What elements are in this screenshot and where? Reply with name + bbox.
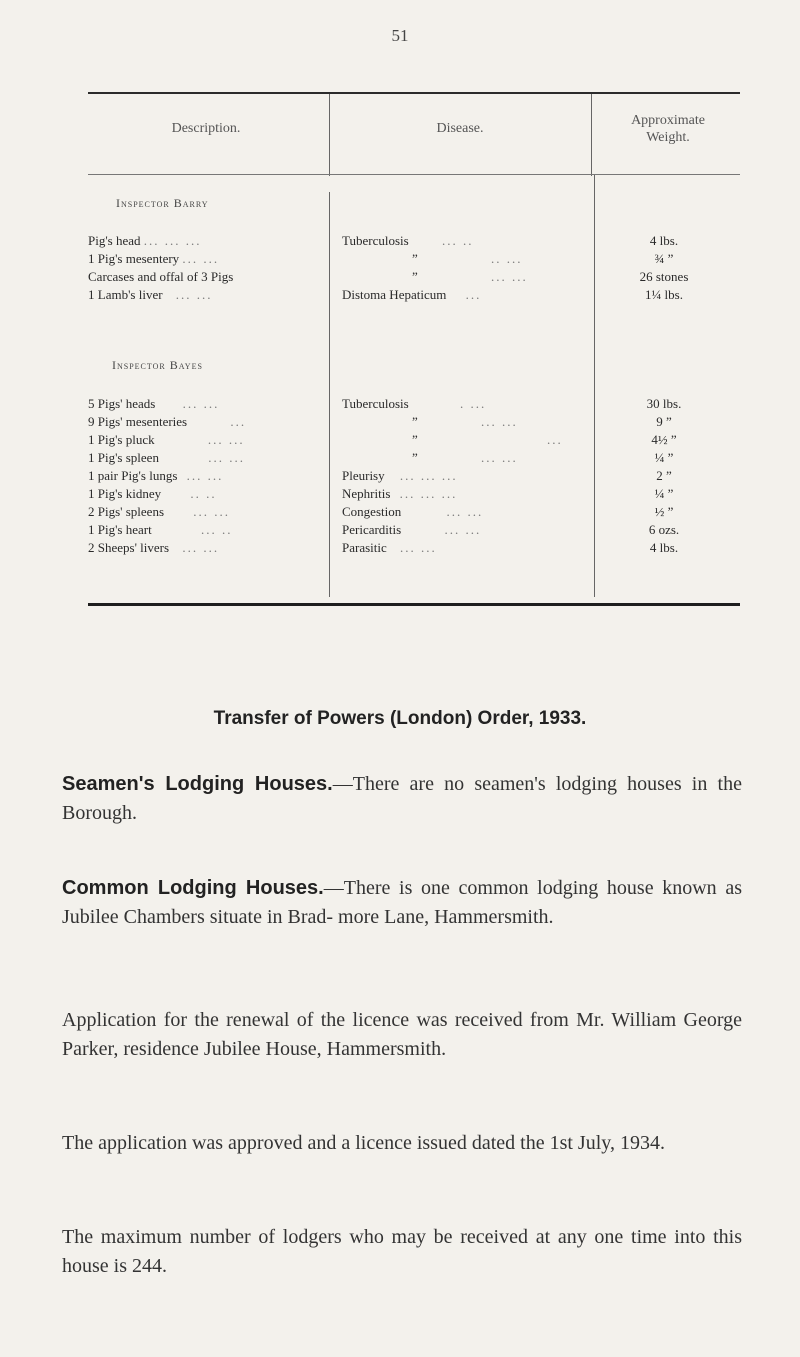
table-row: [88, 539, 740, 556]
table-row: [88, 467, 740, 484]
row-description: 2 Sheeps' livers ... ...: [88, 540, 220, 555]
row-weight: ¾ ”: [654, 251, 674, 266]
row-weight: 26 stones: [639, 269, 689, 284]
paragraph-maximum-lodgers: [62, 1223, 742, 1281]
table-row: [88, 449, 740, 466]
header-weight: [596, 112, 740, 146]
table-row: [88, 395, 740, 412]
row-disease: Tuberculosis ... ..: [342, 233, 474, 248]
row-disease: ” ...: [412, 432, 563, 447]
paragraph-lead: Common Lodging Houses.: [62, 877, 324, 899]
section-title: Inspector Bayes: [112, 358, 203, 372]
table-top-rule: [88, 92, 740, 94]
header-disease: Disease.: [436, 121, 484, 136]
row-disease: ” .. ...: [412, 251, 523, 266]
row-disease: Pericarditis ... ...: [342, 522, 482, 537]
table-row: [88, 521, 740, 538]
row-weight: ¼ ”: [654, 486, 674, 501]
table-bottom-rule: [88, 603, 740, 606]
row-weight: ¼ ”: [654, 450, 674, 465]
table-row: [88, 232, 740, 249]
row-disease: Pleurisy ... ... ...: [342, 468, 458, 483]
row-weight: 30 lbs.: [646, 396, 682, 411]
header-weight-line1: Approximate: [631, 113, 705, 128]
paragraph-text: —There are no seamen's lodging houses in the Borough.: [62, 773, 742, 824]
row-disease: Nephritis ... ... ...: [342, 486, 458, 501]
row-description: 1 Pig's pluck ... ...: [88, 432, 245, 447]
row-weight: 1¼ lbs.: [645, 287, 683, 302]
row-description: 1 Pig's spleen ... ...: [88, 450, 245, 465]
row-description: 1 Lamb's liver ... ...: [88, 287, 213, 302]
row-description: Pig's head ... ... ...: [88, 233, 202, 248]
row-description: 1 Pig's kidney .. ..: [88, 486, 217, 501]
table-row: [88, 286, 740, 303]
row-disease: Distoma Hepaticum ...: [342, 287, 482, 302]
paragraph-common-lodging: [62, 874, 742, 932]
paragraph-lead: Seamen's Lodging Houses.: [62, 773, 333, 795]
row-disease: Congestion ... ...: [342, 504, 484, 519]
paragraph-seamens-lodging: [62, 770, 742, 828]
header-weight-line2: Weight.: [646, 130, 690, 145]
row-weight: 4 lbs.: [649, 540, 679, 555]
row-description: 1 Pig's mesentery ... ...: [88, 251, 220, 266]
table-row: [88, 485, 740, 502]
column-divider: [329, 94, 330, 176]
row-disease: ” ... ...: [412, 414, 518, 429]
table-row: [88, 268, 740, 285]
header-rule: [88, 174, 740, 175]
paragraph-text: The application was approved and a licence issued dated the 1st July, 1934.: [62, 1132, 665, 1154]
row-description: 2 Pigs' spleens ... ...: [88, 504, 231, 519]
table-row: [88, 413, 740, 430]
section-title: Inspector Barry: [116, 196, 209, 210]
row-weight: 4½ ”: [651, 432, 677, 447]
row-weight: 4 lbs.: [649, 233, 679, 248]
row-weight: 6 ozs.: [648, 522, 680, 537]
row-weight: ½ ”: [654, 504, 674, 519]
row-description: 9 Pigs' mesenteries ...: [88, 414, 247, 429]
paragraph-application: [62, 1006, 742, 1064]
row-disease: Tuberculosis . ...: [342, 396, 487, 411]
row-description: 5 Pigs' heads ... ...: [88, 396, 220, 411]
paragraph-text: —There is one common lodging house known as Jubilee Chambers situate in Brad- more Lane, Hammersmith.: [62, 877, 742, 928]
table-row: [88, 250, 740, 267]
paragraph-text: The maximum number of lodgers who may be received at any one time into this house is 244.: [62, 1226, 742, 1277]
row-description: 1 Pig's heart ... ..: [88, 522, 233, 537]
row-weight: 2 ”: [656, 468, 672, 483]
table-row: [88, 503, 740, 520]
column-divider: [591, 94, 592, 176]
page-number: 51: [391, 26, 409, 45]
inspection-table: [88, 92, 740, 610]
paragraph-approval: [62, 1129, 742, 1158]
row-disease: Parasitic ... ...: [342, 540, 437, 555]
row-description: 1 pair Pig's lungs ... ...: [88, 468, 224, 483]
row-disease: ” ... ...: [412, 269, 528, 284]
row-weight: 9 ”: [656, 414, 672, 429]
header-description: Description.: [171, 121, 241, 136]
paragraph-text: Application for the renewal of the licence was received from Mr. William George Parker, residence Jubilee House, Hammersmith.: [62, 1009, 742, 1060]
row-disease: ” ... ...: [412, 450, 518, 465]
row-description: Carcases and offal of 3 Pigs: [88, 269, 234, 284]
table-row: [88, 431, 740, 448]
section-heading: Transfer of Powers (London) Order, 1933.: [213, 708, 587, 729]
